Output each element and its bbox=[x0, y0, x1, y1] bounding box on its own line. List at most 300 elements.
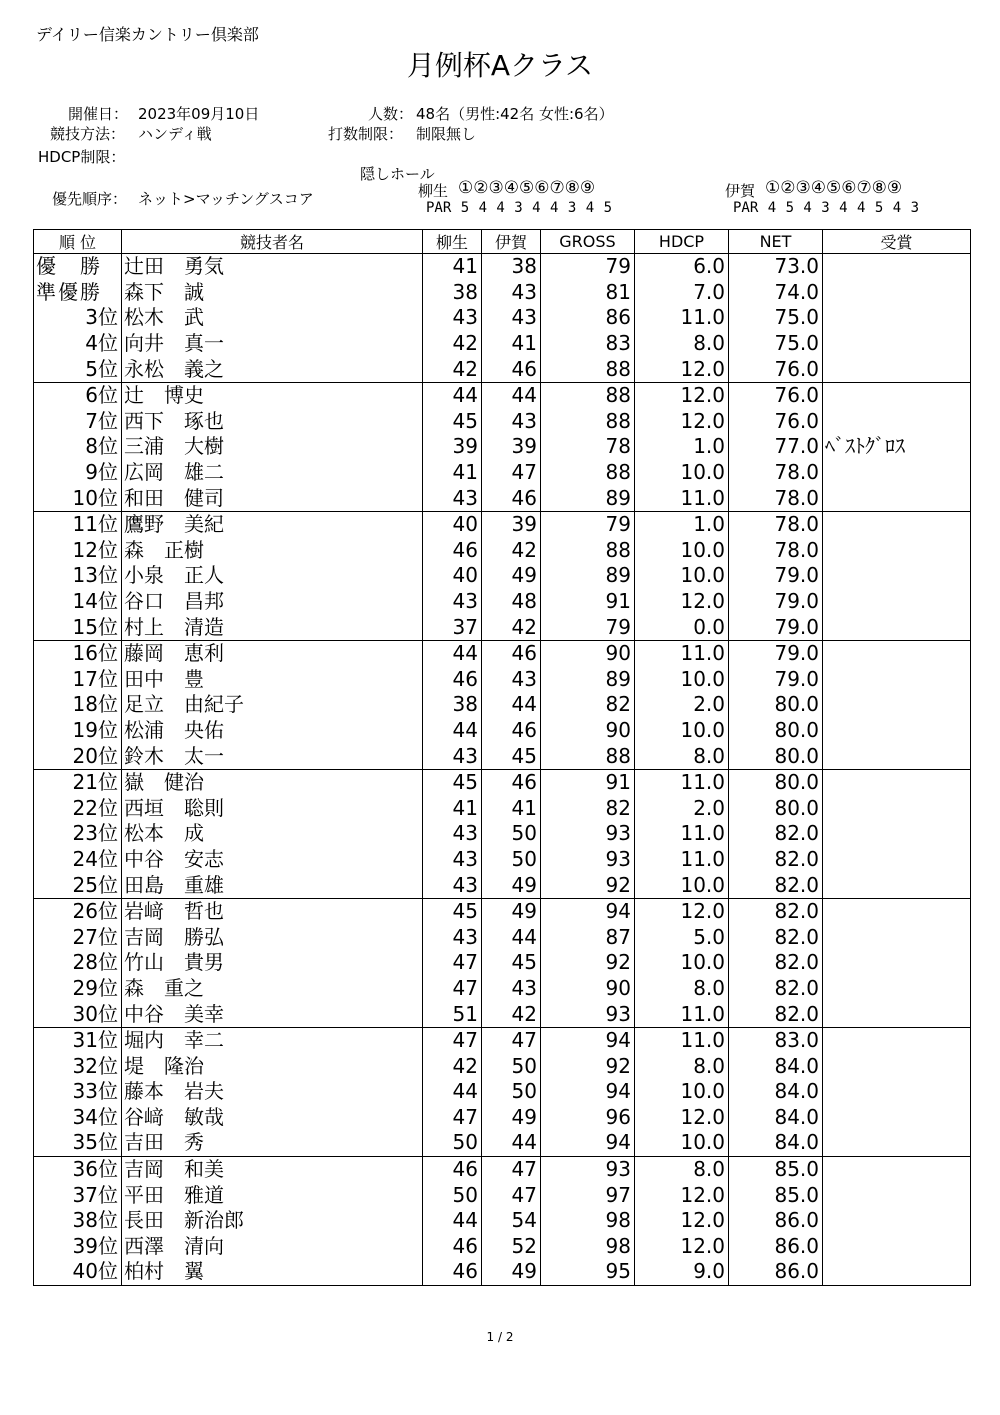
table-row bbox=[34, 1105, 971, 1131]
col-header-rank: 順 位 bbox=[34, 230, 122, 254]
cell-award bbox=[823, 1105, 971, 1131]
cell-net: 80.0 bbox=[729, 795, 823, 821]
cell-rank: 9位 bbox=[34, 460, 122, 486]
cell-hdcp: 10.0 bbox=[635, 1079, 729, 1105]
cell-net: 82.0 bbox=[729, 924, 823, 950]
cell-yagyu: 40 bbox=[423, 563, 482, 589]
table-row bbox=[34, 1259, 971, 1285]
cell-name: 吉田 秀 bbox=[122, 1130, 423, 1156]
cell-hdcp: 2.0 bbox=[635, 795, 729, 821]
cell-hdcp: 2.0 bbox=[635, 692, 729, 718]
cell-hdcp: 10.0 bbox=[635, 872, 729, 898]
table-row bbox=[34, 1053, 971, 1079]
table-row bbox=[34, 1079, 971, 1105]
cell-gross: 89 bbox=[541, 563, 635, 589]
cell-yagyu: 46 bbox=[423, 1259, 482, 1285]
cell-yagyu: 44 bbox=[423, 1079, 482, 1105]
cell-award bbox=[823, 1053, 971, 1079]
table-row bbox=[34, 667, 971, 693]
cell-name: 岩﨑 哲也 bbox=[122, 898, 423, 924]
cell-award: ﾍﾞｽﾄｸﾞﾛｽ bbox=[823, 434, 971, 460]
cell-yagyu: 40 bbox=[423, 511, 482, 537]
cell-hdcp: 11.0 bbox=[635, 847, 729, 873]
cell-net: 76.0 bbox=[729, 382, 823, 408]
table-row bbox=[34, 1027, 971, 1053]
cell-rank: 16位 bbox=[34, 640, 122, 666]
cell-gross: 92 bbox=[541, 950, 635, 976]
cell-award bbox=[823, 331, 971, 357]
cell-hdcp: 10.0 bbox=[635, 667, 729, 693]
cell-yagyu: 38 bbox=[423, 280, 482, 306]
cell-gross: 93 bbox=[541, 1156, 635, 1182]
table-row bbox=[34, 743, 971, 769]
cell-yagyu: 45 bbox=[423, 769, 482, 795]
cell-award bbox=[823, 976, 971, 1002]
cell-net: 82.0 bbox=[729, 898, 823, 924]
cell-gross: 89 bbox=[541, 485, 635, 511]
table-header-row bbox=[34, 230, 971, 254]
cell-gross: 94 bbox=[541, 1027, 635, 1053]
cell-name: 村上 清造 bbox=[122, 614, 423, 640]
cell-rank: 3位 bbox=[34, 305, 122, 331]
cell-hdcp: 11.0 bbox=[635, 485, 729, 511]
cell-net: 84.0 bbox=[729, 1079, 823, 1105]
cell-rank: 24位 bbox=[34, 847, 122, 873]
cell-award bbox=[823, 821, 971, 847]
cell-award bbox=[823, 718, 971, 744]
cell-net: 85.0 bbox=[729, 1156, 823, 1182]
cell-gross: 88 bbox=[541, 538, 635, 564]
cell-net: 80.0 bbox=[729, 718, 823, 744]
table-row bbox=[34, 976, 971, 1002]
cell-rank: 31位 bbox=[34, 1027, 122, 1053]
cell-rank: 14位 bbox=[34, 589, 122, 615]
table-row bbox=[34, 409, 971, 435]
table-row bbox=[34, 280, 971, 306]
cell-gross: 94 bbox=[541, 1079, 635, 1105]
cell-gross: 83 bbox=[541, 331, 635, 357]
cell-hdcp: 1.0 bbox=[635, 511, 729, 537]
cell-rank: 40位 bbox=[34, 1259, 122, 1285]
cell-iga: 42 bbox=[482, 614, 541, 640]
cell-yagyu: 43 bbox=[423, 305, 482, 331]
cell-net: 76.0 bbox=[729, 409, 823, 435]
cell-award bbox=[823, 305, 971, 331]
cell-rank: 6位 bbox=[34, 382, 122, 408]
cell-iga: 44 bbox=[482, 692, 541, 718]
cell-hdcp: 12.0 bbox=[635, 1208, 729, 1234]
cell-hdcp: 10.0 bbox=[635, 950, 729, 976]
cell-gross: 79 bbox=[541, 511, 635, 537]
cell-name: 嶽 健治 bbox=[122, 769, 423, 795]
cell-net: 77.0 bbox=[729, 434, 823, 460]
cell-iga: 45 bbox=[482, 950, 541, 976]
cell-award bbox=[823, 563, 971, 589]
table-row bbox=[34, 1156, 971, 1182]
cell-net: 84.0 bbox=[729, 1130, 823, 1156]
cell-net: 80.0 bbox=[729, 769, 823, 795]
cell-hdcp: 12.0 bbox=[635, 1182, 729, 1208]
yagyu-hole-marks: ①②③④⑤⑥⑦⑧⑨ bbox=[458, 178, 596, 198]
cell-gross: 92 bbox=[541, 1053, 635, 1079]
cell-iga: 50 bbox=[482, 1053, 541, 1079]
cell-yagyu: 47 bbox=[423, 1105, 482, 1131]
cell-gross: 90 bbox=[541, 976, 635, 1002]
cell-gross: 98 bbox=[541, 1234, 635, 1260]
stroke-limit-label: 打数制限： bbox=[328, 125, 404, 143]
cell-award bbox=[823, 485, 971, 511]
cell-gross: 79 bbox=[541, 254, 635, 280]
cell-gross: 78 bbox=[541, 434, 635, 460]
cell-gross: 81 bbox=[541, 280, 635, 306]
page-number: 1 / 2 bbox=[486, 1330, 514, 1344]
cell-award bbox=[823, 589, 971, 615]
cell-name: 田中 豊 bbox=[122, 667, 423, 693]
cell-yagyu: 51 bbox=[423, 1001, 482, 1027]
cell-iga: 43 bbox=[482, 409, 541, 435]
cell-hdcp: 11.0 bbox=[635, 640, 729, 666]
cell-iga: 47 bbox=[482, 1027, 541, 1053]
cell-hdcp: 7.0 bbox=[635, 280, 729, 306]
table-row bbox=[34, 485, 971, 511]
cell-hdcp: 10.0 bbox=[635, 538, 729, 564]
cell-hdcp: 0.0 bbox=[635, 614, 729, 640]
cell-rank: 11位 bbox=[34, 511, 122, 537]
cell-rank: 29位 bbox=[34, 976, 122, 1002]
cell-net: 79.0 bbox=[729, 614, 823, 640]
cell-iga: 49 bbox=[482, 1259, 541, 1285]
cell-iga: 50 bbox=[482, 847, 541, 873]
cell-rank: 18位 bbox=[34, 692, 122, 718]
cell-net: 78.0 bbox=[729, 538, 823, 564]
cell-name: 柏村 翼 bbox=[122, 1259, 423, 1285]
cell-hdcp: 8.0 bbox=[635, 743, 729, 769]
cell-net: 82.0 bbox=[729, 976, 823, 1002]
table-row bbox=[34, 511, 971, 537]
iga-hole-marks: ①②③④⑤⑥⑦⑧⑨ bbox=[765, 178, 903, 198]
iga-par-row: PAR 4 5 4 3 4 4 5 4 3 bbox=[733, 200, 920, 216]
cell-hdcp: 8.0 bbox=[635, 1156, 729, 1182]
cell-yagyu: 43 bbox=[423, 924, 482, 950]
cell-yagyu: 44 bbox=[423, 640, 482, 666]
cell-iga: 41 bbox=[482, 331, 541, 357]
cell-gross: 88 bbox=[541, 743, 635, 769]
cell-iga: 43 bbox=[482, 667, 541, 693]
cell-award bbox=[823, 1130, 971, 1156]
cell-rank: 39位 bbox=[34, 1234, 122, 1260]
table-row bbox=[34, 254, 971, 280]
cell-award bbox=[823, 1079, 971, 1105]
cell-rank: 35位 bbox=[34, 1130, 122, 1156]
cell-name: 松本 成 bbox=[122, 821, 423, 847]
cell-yagyu: 47 bbox=[423, 976, 482, 1002]
cell-yagyu: 43 bbox=[423, 485, 482, 511]
cell-award bbox=[823, 1208, 971, 1234]
cell-net: 86.0 bbox=[729, 1208, 823, 1234]
cell-iga: 43 bbox=[482, 305, 541, 331]
cell-gross: 96 bbox=[541, 1105, 635, 1131]
cell-net: 82.0 bbox=[729, 847, 823, 873]
col-header-yagyu: 柳生 bbox=[423, 230, 482, 254]
table-row bbox=[34, 382, 971, 408]
date-label: 開催日： bbox=[68, 105, 129, 123]
cell-hdcp: 11.0 bbox=[635, 1027, 729, 1053]
cell-yagyu: 42 bbox=[423, 1053, 482, 1079]
table-row bbox=[34, 434, 971, 460]
table-row bbox=[34, 872, 971, 898]
table-row bbox=[34, 950, 971, 976]
cell-gross: 98 bbox=[541, 1208, 635, 1234]
hdcp-limit-label: HDCP制限： bbox=[38, 148, 126, 166]
cell-iga: 44 bbox=[482, 924, 541, 950]
cell-gross: 91 bbox=[541, 589, 635, 615]
cell-yagyu: 43 bbox=[423, 743, 482, 769]
table-row bbox=[34, 821, 971, 847]
cell-gross: 86 bbox=[541, 305, 635, 331]
cell-yagyu: 47 bbox=[423, 950, 482, 976]
cell-net: 75.0 bbox=[729, 305, 823, 331]
cell-hdcp: 8.0 bbox=[635, 976, 729, 1002]
cell-award bbox=[823, 950, 971, 976]
cell-name: 吉岡 勝弘 bbox=[122, 924, 423, 950]
table-row bbox=[34, 1208, 971, 1234]
cell-net: 83.0 bbox=[729, 1027, 823, 1053]
cell-net: 79.0 bbox=[729, 563, 823, 589]
cell-rank: 26位 bbox=[34, 898, 122, 924]
cell-hdcp: 11.0 bbox=[635, 305, 729, 331]
cell-yagyu: 50 bbox=[423, 1182, 482, 1208]
cell-name: 鈴木 太一 bbox=[122, 743, 423, 769]
cell-hdcp: 11.0 bbox=[635, 769, 729, 795]
cell-net: 79.0 bbox=[729, 640, 823, 666]
cell-net: 85.0 bbox=[729, 1182, 823, 1208]
cell-award bbox=[823, 382, 971, 408]
cell-yagyu: 47 bbox=[423, 1027, 482, 1053]
cell-iga: 54 bbox=[482, 1208, 541, 1234]
cell-yagyu: 43 bbox=[423, 847, 482, 873]
cell-name: 西澤 清向 bbox=[122, 1234, 423, 1260]
table-row bbox=[34, 563, 971, 589]
cell-name: 広岡 雄二 bbox=[122, 460, 423, 486]
cell-gross: 95 bbox=[541, 1259, 635, 1285]
cell-award bbox=[823, 1001, 971, 1027]
cell-iga: 43 bbox=[482, 976, 541, 1002]
cell-iga: 47 bbox=[482, 1182, 541, 1208]
cell-rank: 38位 bbox=[34, 1208, 122, 1234]
cell-gross: 79 bbox=[541, 614, 635, 640]
cell-yagyu: 46 bbox=[423, 667, 482, 693]
cell-iga: 50 bbox=[482, 821, 541, 847]
cell-award bbox=[823, 538, 971, 564]
cell-gross: 88 bbox=[541, 382, 635, 408]
cell-net: 75.0 bbox=[729, 331, 823, 357]
cell-hdcp: 12.0 bbox=[635, 409, 729, 435]
cell-rank: 22位 bbox=[34, 795, 122, 821]
cell-award bbox=[823, 1234, 971, 1260]
cell-hdcp: 10.0 bbox=[635, 460, 729, 486]
cell-name: 森 正樹 bbox=[122, 538, 423, 564]
cell-yagyu: 38 bbox=[423, 692, 482, 718]
cell-iga: 46 bbox=[482, 769, 541, 795]
cell-iga: 49 bbox=[482, 1105, 541, 1131]
cell-name: 西垣 聡則 bbox=[122, 795, 423, 821]
col-header-net: NET bbox=[729, 230, 823, 254]
cell-gross: 94 bbox=[541, 1130, 635, 1156]
table-row bbox=[34, 769, 971, 795]
cell-iga: 47 bbox=[482, 1156, 541, 1182]
table-row bbox=[34, 356, 971, 382]
col-header-hdcp: HDCP bbox=[635, 230, 729, 254]
cell-name: 谷﨑 敏哉 bbox=[122, 1105, 423, 1131]
cell-name: 松木 武 bbox=[122, 305, 423, 331]
cell-yagyu: 41 bbox=[423, 254, 482, 280]
cell-name: 藤本 岩夫 bbox=[122, 1079, 423, 1105]
cell-net: 82.0 bbox=[729, 950, 823, 976]
cell-iga: 46 bbox=[482, 718, 541, 744]
cell-name: 西下 琢也 bbox=[122, 409, 423, 435]
cell-iga: 45 bbox=[482, 743, 541, 769]
cell-hdcp: 12.0 bbox=[635, 898, 729, 924]
cell-yagyu: 37 bbox=[423, 614, 482, 640]
cell-gross: 82 bbox=[541, 795, 635, 821]
cell-net: 74.0 bbox=[729, 280, 823, 306]
hidden-hole-label: 隠しホール bbox=[360, 165, 435, 183]
cell-name: 堀内 幸二 bbox=[122, 1027, 423, 1053]
cell-yagyu: 46 bbox=[423, 1156, 482, 1182]
cell-iga: 50 bbox=[482, 1079, 541, 1105]
cell-award bbox=[823, 847, 971, 873]
cell-yagyu: 39 bbox=[423, 434, 482, 460]
cell-gross: 89 bbox=[541, 667, 635, 693]
cell-iga: 38 bbox=[482, 254, 541, 280]
cell-rank: 17位 bbox=[34, 667, 122, 693]
cell-hdcp: 12.0 bbox=[635, 1105, 729, 1131]
cell-yagyu: 44 bbox=[423, 382, 482, 408]
cell-hdcp: 10.0 bbox=[635, 563, 729, 589]
cell-rank: 5位 bbox=[34, 356, 122, 382]
cell-hdcp: 8.0 bbox=[635, 1053, 729, 1079]
cell-rank: 30位 bbox=[34, 1001, 122, 1027]
cell-iga: 44 bbox=[482, 382, 541, 408]
table-row bbox=[34, 1234, 971, 1260]
cell-net: 78.0 bbox=[729, 511, 823, 537]
cell-rank: 36位 bbox=[34, 1156, 122, 1182]
cell-gross: 93 bbox=[541, 821, 635, 847]
cell-rank: 28位 bbox=[34, 950, 122, 976]
priority-value: ネット>マッチングスコア bbox=[138, 190, 314, 208]
cell-name: 辻 博史 bbox=[122, 382, 423, 408]
cell-gross: 90 bbox=[541, 718, 635, 744]
method-label: 競技方法： bbox=[50, 125, 126, 143]
date-value: 2023年09月10日 bbox=[138, 105, 260, 123]
cell-gross: 97 bbox=[541, 1182, 635, 1208]
cell-award bbox=[823, 743, 971, 769]
cell-rank: 10位 bbox=[34, 485, 122, 511]
table-row bbox=[34, 718, 971, 744]
cell-iga: 52 bbox=[482, 1234, 541, 1260]
cell-hdcp: 11.0 bbox=[635, 821, 729, 847]
cell-rank: 32位 bbox=[34, 1053, 122, 1079]
cell-hdcp: 12.0 bbox=[635, 589, 729, 615]
cell-net: 84.0 bbox=[729, 1105, 823, 1131]
table-row bbox=[34, 331, 971, 357]
cell-award bbox=[823, 511, 971, 537]
cell-iga: 44 bbox=[482, 1130, 541, 1156]
col-header-award: 受賞 bbox=[823, 230, 971, 254]
cell-rank: 23位 bbox=[34, 821, 122, 847]
cell-iga: 39 bbox=[482, 511, 541, 537]
cell-net: 82.0 bbox=[729, 821, 823, 847]
cell-name: 平田 雅道 bbox=[122, 1182, 423, 1208]
cell-gross: 94 bbox=[541, 898, 635, 924]
players-value: 48名（男性:42名 女性:6名） bbox=[416, 105, 614, 123]
cell-yagyu: 44 bbox=[423, 718, 482, 744]
table-row bbox=[34, 1001, 971, 1027]
cell-net: 80.0 bbox=[729, 743, 823, 769]
yagyu-hole-label: 柳生 bbox=[418, 182, 449, 200]
cell-yagyu: 50 bbox=[423, 1130, 482, 1156]
cell-name: 森下 誠 bbox=[122, 280, 423, 306]
cell-iga: 46 bbox=[482, 485, 541, 511]
cell-gross: 88 bbox=[541, 409, 635, 435]
cell-hdcp: 6.0 bbox=[635, 254, 729, 280]
cell-iga: 41 bbox=[482, 795, 541, 821]
cell-award bbox=[823, 409, 971, 435]
cell-award bbox=[823, 924, 971, 950]
cell-iga: 42 bbox=[482, 538, 541, 564]
cell-rank: 19位 bbox=[34, 718, 122, 744]
cell-name: 足立 由紀子 bbox=[122, 692, 423, 718]
cell-net: 80.0 bbox=[729, 692, 823, 718]
cell-award bbox=[823, 898, 971, 924]
table-row bbox=[34, 924, 971, 950]
cell-rank: 優 勝 bbox=[34, 254, 122, 280]
cell-rank: 37位 bbox=[34, 1182, 122, 1208]
cell-rank: 13位 bbox=[34, 563, 122, 589]
cell-gross: 92 bbox=[541, 872, 635, 898]
cell-gross: 93 bbox=[541, 847, 635, 873]
cell-hdcp: 12.0 bbox=[635, 382, 729, 408]
table-row bbox=[34, 538, 971, 564]
cell-rank: 8位 bbox=[34, 434, 122, 460]
cell-rank: 34位 bbox=[34, 1105, 122, 1131]
cell-yagyu: 42 bbox=[423, 331, 482, 357]
cell-net: 73.0 bbox=[729, 254, 823, 280]
cell-gross: 88 bbox=[541, 460, 635, 486]
cell-yagyu: 44 bbox=[423, 1208, 482, 1234]
cell-gross: 82 bbox=[541, 692, 635, 718]
cell-name: 田島 重雄 bbox=[122, 872, 423, 898]
iga-hole-label: 伊賀 bbox=[725, 182, 756, 200]
cell-award bbox=[823, 667, 971, 693]
cell-name: 向井 真一 bbox=[122, 331, 423, 357]
cell-net: 86.0 bbox=[729, 1234, 823, 1260]
club-name: デイリー信楽カントリー倶楽部 bbox=[36, 25, 259, 44]
cell-name: 松浦 央佑 bbox=[122, 718, 423, 744]
cell-yagyu: 43 bbox=[423, 821, 482, 847]
stroke-limit-value: 制限無し bbox=[416, 125, 477, 143]
cell-net: 86.0 bbox=[729, 1259, 823, 1285]
cell-name: 中谷 美幸 bbox=[122, 1001, 423, 1027]
cell-award bbox=[823, 1182, 971, 1208]
cell-hdcp: 8.0 bbox=[635, 331, 729, 357]
cell-name: 長田 新治郎 bbox=[122, 1208, 423, 1234]
table-row bbox=[34, 692, 971, 718]
cell-award bbox=[823, 769, 971, 795]
cell-rank: 4位 bbox=[34, 331, 122, 357]
cell-yagyu: 41 bbox=[423, 460, 482, 486]
cell-iga: 46 bbox=[482, 640, 541, 666]
